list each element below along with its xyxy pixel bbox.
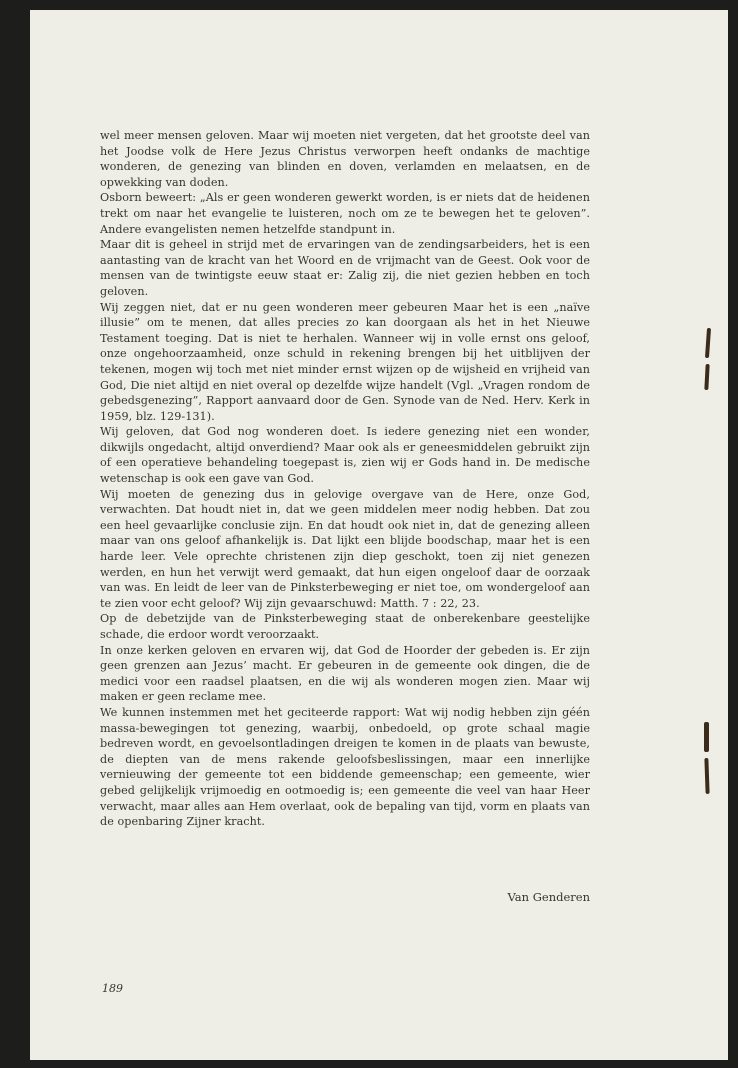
author-signature: Van Genderen xyxy=(507,890,590,904)
binding-mark xyxy=(704,758,709,794)
paragraph: Osborn beweert: „Als er geen wonderen gewerkt worden, is er niets dat de heidenen trekt om naar het evangelie te luisteren, noch om ze te bewegen het te geloven”. Andere evangelisten nemen hetzelfde standpunt in. xyxy=(100,191,590,236)
body-text xyxy=(100,128,590,830)
binding-mark xyxy=(704,364,709,390)
paragraph: In onze kerken geloven en ervaren wij, dat God de Hoorder der gebeden is. Er zijn geen grenzen aan Jezus’ macht. Er gebeuren in de gemeente ook dingen, die de medici voor een raadsel plaatsen, en die wij als wonderen mogen zien. Maar wij maken er geen reclame mee. xyxy=(100,643,590,704)
paragraph: Wij geloven, dat God nog wonderen doet. Is iedere genezing niet een wonder, dikwijls ongedacht, altijd onverdiend? Maar ook als er geneesmiddelen gebruikt zijn of een operatieve behandeling toegepast is, zien wij er Gods hand in. De medische wetenschap is ook een gave van God. xyxy=(100,425,590,486)
document-page xyxy=(30,10,728,1062)
scan-edge xyxy=(30,1060,728,1068)
paragraph: Wij zeggen niet, dat er nu geen wonderen meer gebeuren Maar het is een „naïve illusie” om te menen, dat alles precies zo kan doorgaan als het in het Nieuwe Testament toeging. Dat is niet te herhalen. Wanneer wij in volle ernst ons geloof, onze ongehoorzaamheid, onze schuld in rekening brengen bij het uitblijven der tekenen, mogen wij toch met niet minder ernst wijzen op de wijsheid en vrijheid van God, Die niet altijd en niet overal op dezelfde wijze handelt (Vgl. „Vragen rondom de gebedsgenezing”, Rapport aanvaard door de Gen. Synode van de Ned. Herv. Kerk in 1959, blz. 129-131). xyxy=(100,300,590,423)
binding-mark xyxy=(705,328,711,358)
paragraph: Wij moeten de genezing dus in gelovige overgave van de Here, onze God, verwachten. Dat houdt niet in, dat we geen middelen meer nodig hebben. Dat zou een heel gevaarlijke conclusie zijn. En dat houdt ook niet in, dat de genezing alleen maar van ons geloof afhankelijk is. Dat lijkt een blijde boodschap, maar het is een harde leer. Vele oprechte christenen zijn diep geschokt, toen zij niet genezen werden, en hun het verwijt werd gemaakt, dat hun eigen ongeloof daar de oorzaak van was. En leidt de leer van de Pinksterbeweging er niet toe, om wondergeloof aan te zien voor echt geloof? Wij zijn gevaarschuwd: Matth. 7 : 22, 23. xyxy=(100,487,590,610)
binding-mark xyxy=(704,722,709,752)
paragraph: Op de debetzijde van de Pinksterbeweging staat de onberekenbare geestelijke schade, die erdoor wordt veroorzaakt. xyxy=(100,612,590,641)
paragraph: We kunnen instemmen met het geciteerde rapport: Wat wij nodig hebben zijn géén massa-bewegingen tot genezing, waarbij, onbedoeld, op grote schaal magie bedreven wordt, en gevoelsontladingen dreigen te komen in de plaats van bewuste, de diepten van de mens rakende geloofsbeslissingen, maar een innerlijke vernieuwing der gemeente tot een biddende gemeenschap; een gemeente, wier gebed gelijkelijk vrijmoedig en ootmoedig is; een gemeente die veel van haar Heer verwacht, maar alles aan Hem overlaat, ook de bepaling van tijd, vorm en plaats van de openbaring Zijner kracht. xyxy=(100,705,590,829)
paragraph: wel meer mensen geloven. Maar wij moeten niet vergeten, dat het grootste deel van het Joodse volk de Here Jezus Christus verworpen heeft ondanks de machtige wonderen, de genezing van blinden en doven, verlamden en melaatsen, en de opwekking van doden. xyxy=(100,129,590,189)
paragraph: Maar dit is geheel in strijd met de ervaringen van de zendingsarbeiders, het is een aantasting van de kracht van het Woord en de vrijmacht van de Geest. Ook voor de mensen van de twintigste eeuw staat er: Zalig zij, die niet gezien hebben en toch geloven. xyxy=(100,238,590,298)
page-number: 189 xyxy=(102,982,123,995)
